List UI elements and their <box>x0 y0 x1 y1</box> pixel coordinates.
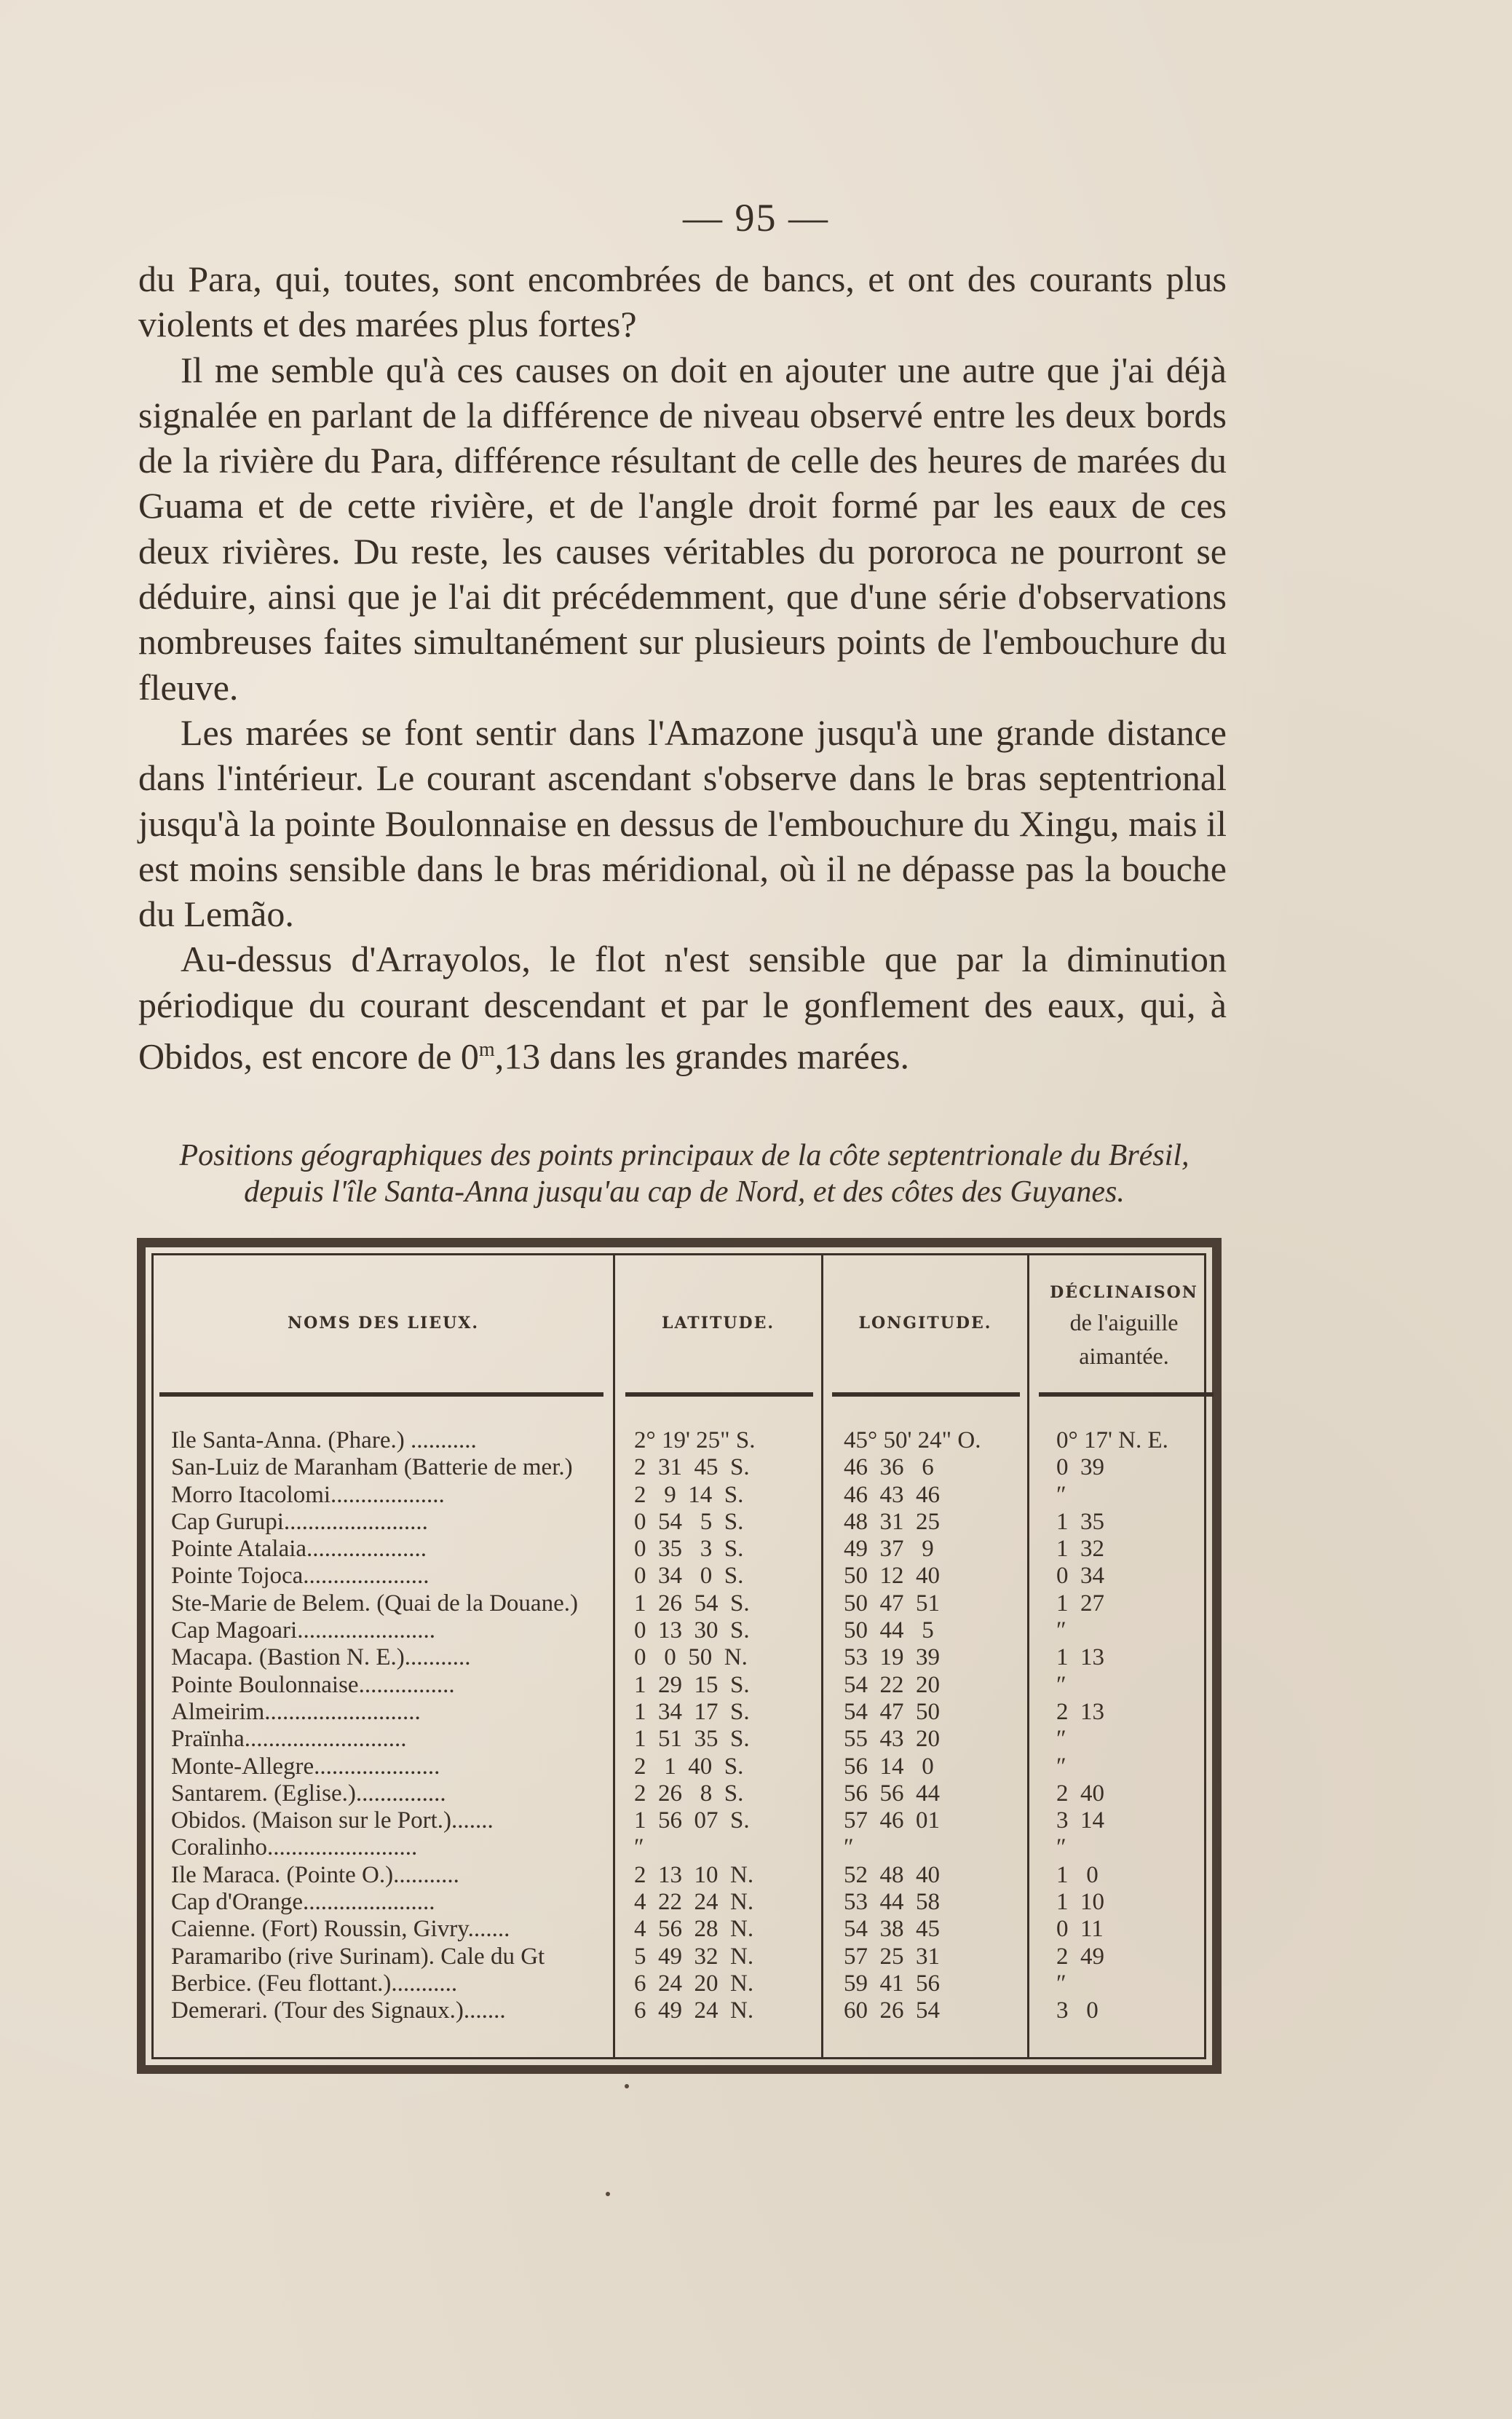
place-name: Caienne. (Fort) Roussin, Givry....... <box>171 1916 510 1943</box>
latitude-cell: 1 51 35 S. <box>634 1726 750 1753</box>
table-row <box>154 1780 1204 1807</box>
latitude-cell: 2 26 8 S. <box>634 1780 744 1807</box>
declination-cell: 2 49 <box>1056 1943 1104 1970</box>
latitude-cell: 0 35 3 S. <box>634 1536 744 1563</box>
declination-cell: ″ <box>1056 1726 1066 1753</box>
paper-speck <box>625 2084 629 2088</box>
paragraph-4-text-b: ,13 dans les grandes marées. <box>494 1035 909 1077</box>
longitude-cell: 59 41 56 <box>844 1970 940 1997</box>
body-text <box>138 256 1227 1079</box>
header-rule <box>832 1392 1020 1397</box>
longitude-cell: 54 47 50 <box>844 1698 940 1725</box>
declination-cell: 0 11 <box>1056 1916 1104 1943</box>
declination-cell: 1 0 <box>1056 1861 1099 1888</box>
place-name: Cap Gurupi........................ <box>171 1508 428 1535</box>
latitude-cell: 0 13 30 S. <box>634 1617 750 1644</box>
table-row <box>154 1509 1204 1536</box>
longitude-cell: ″ <box>844 1834 854 1861</box>
place-name: Cap d'Orange...................... <box>171 1889 435 1916</box>
declination-cell: ″ <box>1056 1753 1066 1780</box>
place-name: Cap Magoari....................... <box>171 1617 435 1644</box>
latitude-cell: 6 24 20 N. <box>634 1970 754 1997</box>
place-name: Ile Santa-Anna. (Phare.) ........... <box>171 1427 477 1453</box>
header-noms-des-lieux: NOMS DES LIEUX. <box>287 1314 479 1333</box>
paragraph-4 <box>138 936 1227 1079</box>
caption-line-1: Positions géographiques des points principaux de la côte septentrionale du Brésil, <box>179 1139 1190 1172</box>
place-name: Ile Maraca. (Pointe O.)........... <box>171 1861 459 1888</box>
place-name: Morro Itacolomi................... <box>171 1481 445 1508</box>
latitude-cell: 2 13 10 N. <box>634 1861 754 1888</box>
place-name: Coralinho......................... <box>171 1834 418 1861</box>
paragraph-4-text-a: Au-dessus d'Arrayolos, le flot n'est sensible que par la diminution périodique du courant descendant et par le gonflement des eaux, qui, à Obidos, est encore de 0 <box>138 939 1227 1077</box>
place-name: Demerari. (Tour des Signaux.)....... <box>171 1997 506 2024</box>
place-name: Santarem. (Eglise.)............... <box>171 1780 446 1807</box>
declination-cell: 0° 17' N. E. <box>1056 1427 1168 1453</box>
declination-cell: 2 40 <box>1056 1780 1104 1807</box>
latitude-cell: 1 34 17 S. <box>634 1698 750 1725</box>
table-row <box>154 1427 1204 1454</box>
place-name: Pointe Boulonnaise................ <box>171 1671 455 1698</box>
header-declinaison-line3: aimantée. <box>1079 1343 1169 1369</box>
latitude-cell: ″ <box>634 1834 644 1861</box>
table-row <box>154 1834 1204 1861</box>
latitude-cell: 0 54 5 S. <box>634 1508 744 1535</box>
table-row <box>154 1862 1204 1889</box>
longitude-cell: 60 26 54 <box>844 1997 940 2024</box>
header-rule <box>159 1392 603 1397</box>
longitude-cell: 45° 50' 24" O. <box>844 1427 981 1453</box>
place-name: Pointe Atalaia.................... <box>171 1536 427 1563</box>
table-row <box>154 1699 1204 1726</box>
place-name: San-Luiz de Maranham (Batterie de mer.) <box>171 1454 573 1481</box>
longitude-cell: 46 43 46 <box>844 1481 940 1508</box>
paragraph-2: Il me semble qu'à ces causes on doit en ajouter une autre que j'ai déjà signalée en parlant de la différence de niveau observé entre les deux bords de la rivière du Para, différence résultant de celle des heures de marées du Guama et de cette rivière, et de l'angle droit formé par les eaux de ces deux rivières. Du reste, les causes véritables du pororoca ne pourront se déduire, ainsi que je l'ai dit précédemment, que d'une série d'observations nombreuses faites simultanément sur plusieurs points de l'embouchure du fleuve. <box>138 349 1227 708</box>
longitude-cell: 48 31 25 <box>844 1508 940 1535</box>
latitude-cell: 4 22 24 N. <box>634 1889 754 1916</box>
longitude-cell: 49 37 9 <box>844 1536 934 1563</box>
place-name: Paramaribo (rive Surinam). Cale du Gt <box>171 1943 545 1970</box>
declination-cell: 1 10 <box>1056 1889 1104 1916</box>
declination-cell: 1 32 <box>1056 1536 1104 1563</box>
place-name: Obidos. (Maison sur le Port.)....... <box>171 1807 494 1834</box>
page-number: — 95 — <box>683 196 829 240</box>
longitude-cell: 53 44 58 <box>844 1889 940 1916</box>
header-rule <box>625 1392 813 1397</box>
latitude-cell: 1 56 07 S. <box>634 1807 750 1834</box>
header-rule <box>1039 1392 1214 1397</box>
paragraph-3: Les marées se font sentir dans l'Amazone jusqu'à une grande distance dans l'intérieur. Le courant ascendant s'observe dans le bras septentrional jusqu'à la pointe Boulonnaise en dessus de l'embouchure du Xingu, mais il est moins sensible dans le bras méridional, où il ne dépasse pas la bouche du Lemão. <box>138 711 1227 935</box>
table-row <box>154 1944 1204 1970</box>
longitude-cell: 55 43 20 <box>844 1726 940 1753</box>
header-declinaison: DÉCLINAISON <box>1050 1283 1198 1302</box>
latitude-cell: 1 29 15 S. <box>634 1671 750 1698</box>
positions-table <box>137 1238 1222 2074</box>
longitude-cell: 50 47 51 <box>844 1590 940 1617</box>
table-inner-border <box>151 1253 1206 2059</box>
longitude-cell: 50 12 40 <box>844 1563 940 1590</box>
latitude-cell: 2 1 40 S. <box>634 1753 744 1780</box>
latitude-cell: 4 56 28 N. <box>634 1916 754 1943</box>
latitude-cell: 5 49 32 N. <box>634 1943 754 1970</box>
header-declinaison-line2: de l'aiguille <box>1069 1309 1179 1335</box>
table-row <box>154 1807 1204 1834</box>
longitude-cell: 57 46 01 <box>844 1807 940 1834</box>
longitude-cell: 57 25 31 <box>844 1943 940 1970</box>
longitude-cell: 54 38 45 <box>844 1916 940 1943</box>
table-row <box>154 1617 1204 1644</box>
longitude-cell: 53 19 39 <box>844 1644 940 1671</box>
declination-cell: 1 35 <box>1056 1508 1104 1535</box>
latitude-cell: 6 49 24 N. <box>634 1997 754 2024</box>
declination-cell: ″ <box>1056 1834 1066 1861</box>
declination-cell: 3 0 <box>1056 1997 1099 2024</box>
table-row <box>154 1997 1204 2024</box>
table-row <box>154 1970 1204 1997</box>
declination-cell: 1 13 <box>1056 1644 1104 1671</box>
longitude-cell: 56 14 0 <box>844 1753 934 1780</box>
table-body <box>154 1427 1204 2025</box>
table-caption <box>124 1137 1245 1210</box>
table-row <box>154 1563 1204 1590</box>
longitude-cell: 50 44 5 <box>844 1617 934 1644</box>
table-row <box>154 1672 1204 1699</box>
table-row <box>154 1536 1204 1563</box>
declination-cell: 3 14 <box>1056 1807 1104 1834</box>
table-row <box>154 1916 1204 1943</box>
place-name: Macapa. (Bastion N. E.)........... <box>171 1644 471 1671</box>
place-name: Berbice. (Feu flottant.)........... <box>171 1970 458 1997</box>
table-row <box>154 1644 1204 1671</box>
place-name: Monte-Allegre..................... <box>171 1753 440 1780</box>
longitude-cell: 46 36 6 <box>844 1454 934 1481</box>
latitude-cell: 2 9 14 S. <box>634 1481 744 1508</box>
paper-speck <box>606 2192 610 2196</box>
place-name: Pointe Tojoca..................... <box>171 1563 430 1590</box>
paragraph-1: du Para, qui, toutes, sont encombrées de bancs, et ont des courants plus violents et des marées plus fortes? <box>138 259 1227 345</box>
longitude-cell: 54 22 20 <box>844 1671 940 1698</box>
header-latitude: LATITUDE. <box>661 1314 775 1333</box>
latitude-cell: 1 26 54 S. <box>634 1590 750 1617</box>
table-row <box>154 1482 1204 1509</box>
declination-cell: ″ <box>1056 1617 1066 1644</box>
place-name: Ste-Marie de Belem. (Quai de la Douane.) <box>171 1590 578 1617</box>
table-row <box>154 1753 1204 1780</box>
table-row <box>154 1889 1204 1916</box>
longitude-cell: 56 56 44 <box>844 1780 940 1807</box>
declination-cell: 1 27 <box>1056 1590 1104 1617</box>
declination-cell: 0 34 <box>1056 1563 1104 1590</box>
place-name: Praïnha........................... <box>171 1726 407 1753</box>
declination-cell: 2 13 <box>1056 1698 1104 1725</box>
latitude-cell: 2° 19' 25" S. <box>634 1427 756 1453</box>
declination-cell: ″ <box>1056 1671 1066 1698</box>
header-longitude: LONGITUDE. <box>858 1314 992 1333</box>
declination-cell: ″ <box>1056 1970 1066 1997</box>
table-row <box>154 1454 1204 1481</box>
caption-line-2: depuis l'île Santa-Anna jusqu'au cap de Nord, et des côtes des Guyanes. <box>244 1175 1125 1209</box>
place-name: Almeirim.......................... <box>171 1698 421 1725</box>
latitude-cell: 0 0 50 N. <box>634 1644 748 1671</box>
declination-cell: 0 39 <box>1056 1454 1104 1481</box>
longitude-cell: 52 48 40 <box>844 1861 940 1888</box>
latitude-cell: 0 34 0 S. <box>634 1563 744 1590</box>
declination-cell: ″ <box>1056 1481 1066 1508</box>
paragraph-4-superscript: m <box>478 1038 495 1062</box>
table-row <box>154 1590 1204 1617</box>
latitude-cell: 2 31 45 S. <box>634 1454 750 1481</box>
table-row <box>154 1726 1204 1753</box>
